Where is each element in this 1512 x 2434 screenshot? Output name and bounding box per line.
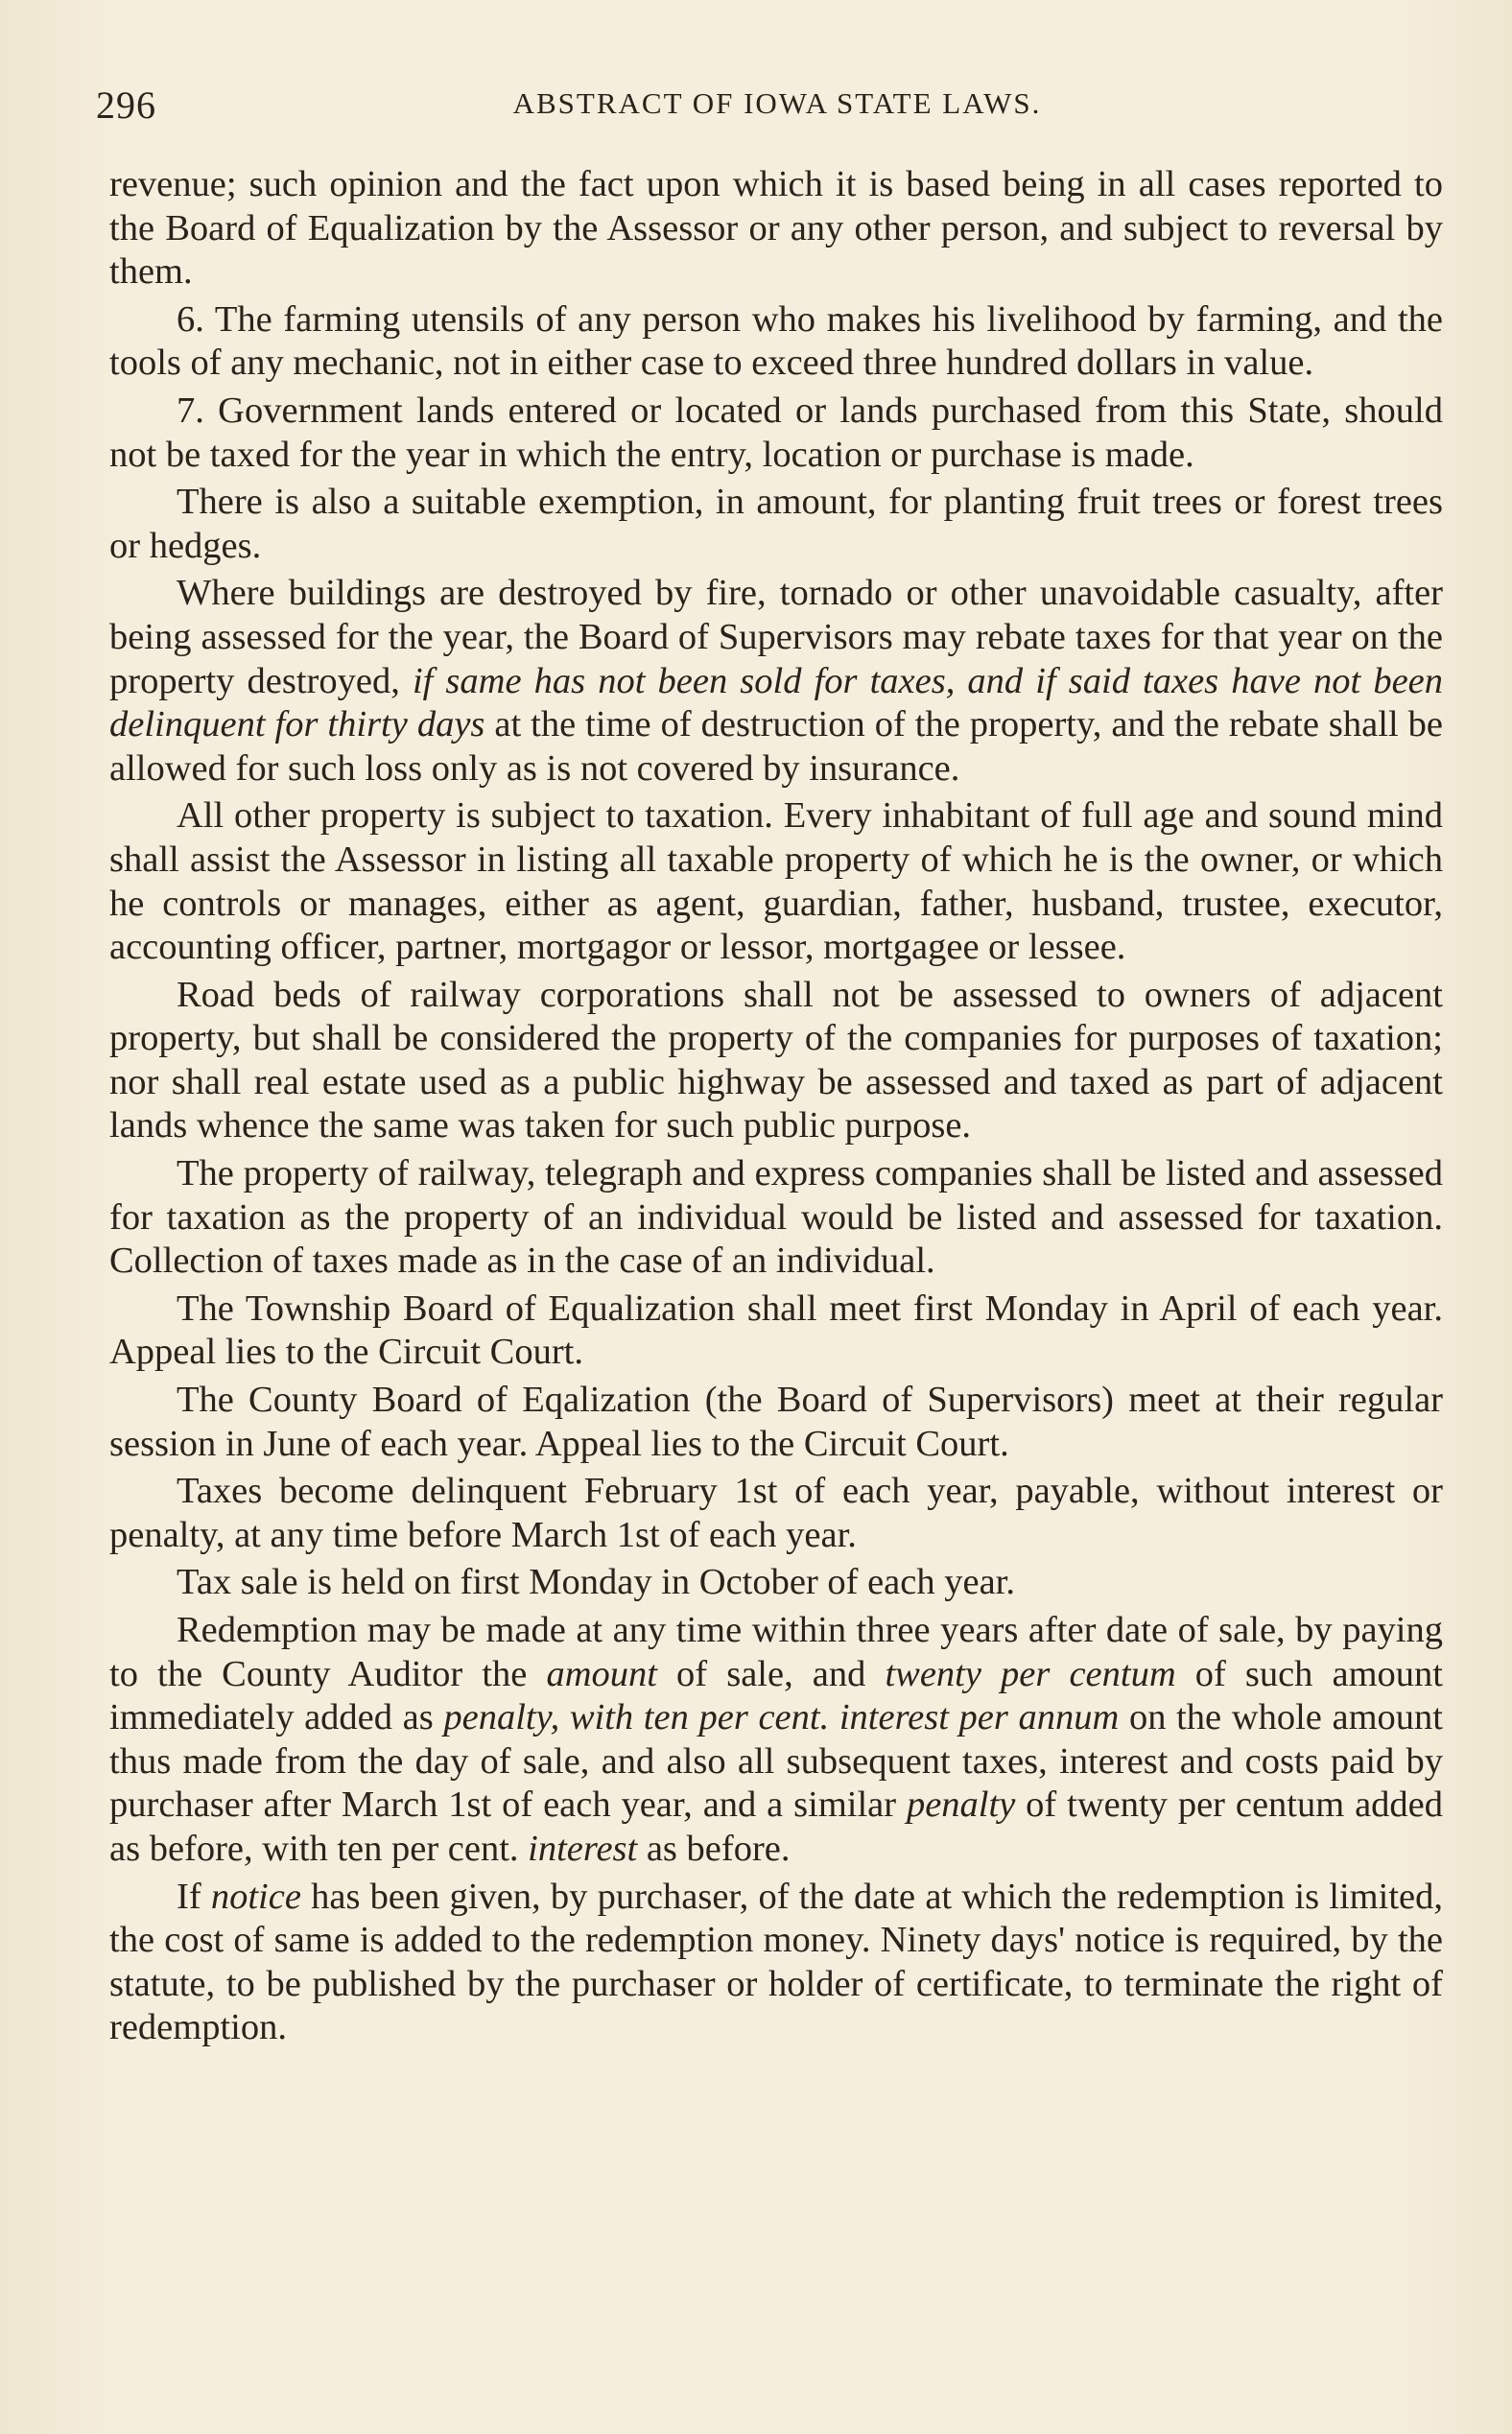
- italic-text: twenty per centum: [885, 1653, 1176, 1694]
- text-run: The property of railway, telegraph and express companies shall be listed and assessed for taxation as the property of an individual would be listed and assessed for taxation. Collection of taxes made as in the case of an individual.: [109, 1153, 1443, 1282]
- text-run: 7. Government lands entered or located or lands purchased from this State, should not be taxed for the year in which the entry, location or purchase is made.: [109, 390, 1443, 475]
- page-header: [96, 83, 1458, 140]
- paragraph: [109, 794, 1443, 969]
- text-run: There is also a suitable exemption, in amount, for planting fruit trees or forest trees or hedges.: [109, 482, 1443, 566]
- italic-text: interest: [528, 1828, 638, 1869]
- text-run: Tax sale is held on first Monday in October of each year.: [177, 1562, 1015, 1603]
- text-run: on the whole amount thus made from the day of sale, and also all subsequent taxes, interest and costs paid by purchaser after March 1st of each year, and a similar: [109, 1697, 1443, 1826]
- paragraph: [109, 1470, 1443, 1557]
- text-run: 6. The farming utensils of any person who makes his livelihood by farming, and the tools of any mechanic, not in either case to exceed three hundred dollars in value.: [109, 298, 1443, 384]
- text-run: as before.: [637, 1828, 791, 1869]
- paragraph: [109, 572, 1443, 791]
- italic-text: if same has not been sold for taxes, and if said taxes have not been delinquent for thirty days: [109, 660, 1443, 745]
- text-run: Where buildings are destroyed by fire, tornado or other unavoidable casualty, after being assessed for the year, the Board of Supervisors may rebate taxes for that year on the property destroyed,: [109, 573, 1443, 701]
- text-run: revenue; such opinion and the fact upon which it is based being in all cases reported to the Board of Equalization by the Assessor or any other person, and subject to reversal by them.: [109, 164, 1443, 293]
- page-number: 296: [96, 83, 156, 127]
- text-run: at the time of destruction of the property, and the rebate shall be allowed for such loss only as is not covered by insurance.: [109, 704, 1443, 789]
- italic-text: penalty, with ten per cent. interest per annum: [443, 1697, 1120, 1738]
- paragraph: [109, 1288, 1443, 1375]
- paragraph: [109, 1876, 1443, 2050]
- paragraph: [109, 390, 1443, 477]
- running-title: ABSTRACT OF IOWA STATE LAWS.: [512, 86, 1042, 120]
- paragraph: [109, 163, 1443, 295]
- text-run: of such amount immediately added as: [109, 1653, 1444, 1738]
- italic-text: notice: [210, 1876, 301, 1917]
- italic-text: amount: [546, 1653, 657, 1694]
- paragraph: [109, 298, 1443, 386]
- text-run: Redemption may be made at any time within three years after date of sale, by paying to the County Auditor the: [109, 1610, 1443, 1694]
- text-run: The County Board of Eqalization (the Board of Supervisors) meet at their regular session in June of each year. Appeal lies to the Circuit Court.: [109, 1380, 1443, 1464]
- paragraph: [109, 1561, 1443, 1605]
- paragraph: [109, 1152, 1443, 1284]
- text-run: The Township Board of Equalization shall meet first Monday in April of each year. Appeal lies to the Circuit Court.: [109, 1288, 1443, 1373]
- text-run: of sale, and: [656, 1653, 886, 1694]
- text-run: Taxes become delinquent February 1st of each year, payable, without interest or penalty, at any time before March 1st of each year.: [109, 1471, 1443, 1555]
- italic-text: penalty: [906, 1784, 1016, 1826]
- paragraph: [109, 974, 1443, 1148]
- paragraph: [109, 1379, 1443, 1466]
- paragraph: [109, 1609, 1443, 1872]
- body-text: [109, 163, 1443, 2054]
- text-run: of twenty per centum added as before, with ten per cent.: [109, 1784, 1443, 1869]
- text-run: has been given, by purchaser, of the date at which the redemption is limited, the cost of same is added to the redemption money. Ninety days' notice is required, by the statute, to be published by the purchaser or holder of certificate, to terminate the right of redemption.: [109, 1876, 1443, 2048]
- text-run: Road beds of railway corporations shall not be assessed to owners of adjacent property, but shall be considered the property of the companies for purposes of taxation; nor shall real estate used as a public highway be assessed and taxed as part of adjacent lands whence the same was taken for such public purpose.: [109, 974, 1443, 1146]
- text-run: If: [177, 1876, 211, 1917]
- text-run: All other property is subject to taxation. Every inhabitant of full age and sound mind shall assist the Assessor in listing all taxable property of which he is the owner, or which he controls or manages, either as agent, guardian, father, husband, trustee, executor, accounting officer, partner, mortgagor or lessor, mortgagee or lessee.: [109, 795, 1443, 968]
- paragraph: [109, 481, 1443, 568]
